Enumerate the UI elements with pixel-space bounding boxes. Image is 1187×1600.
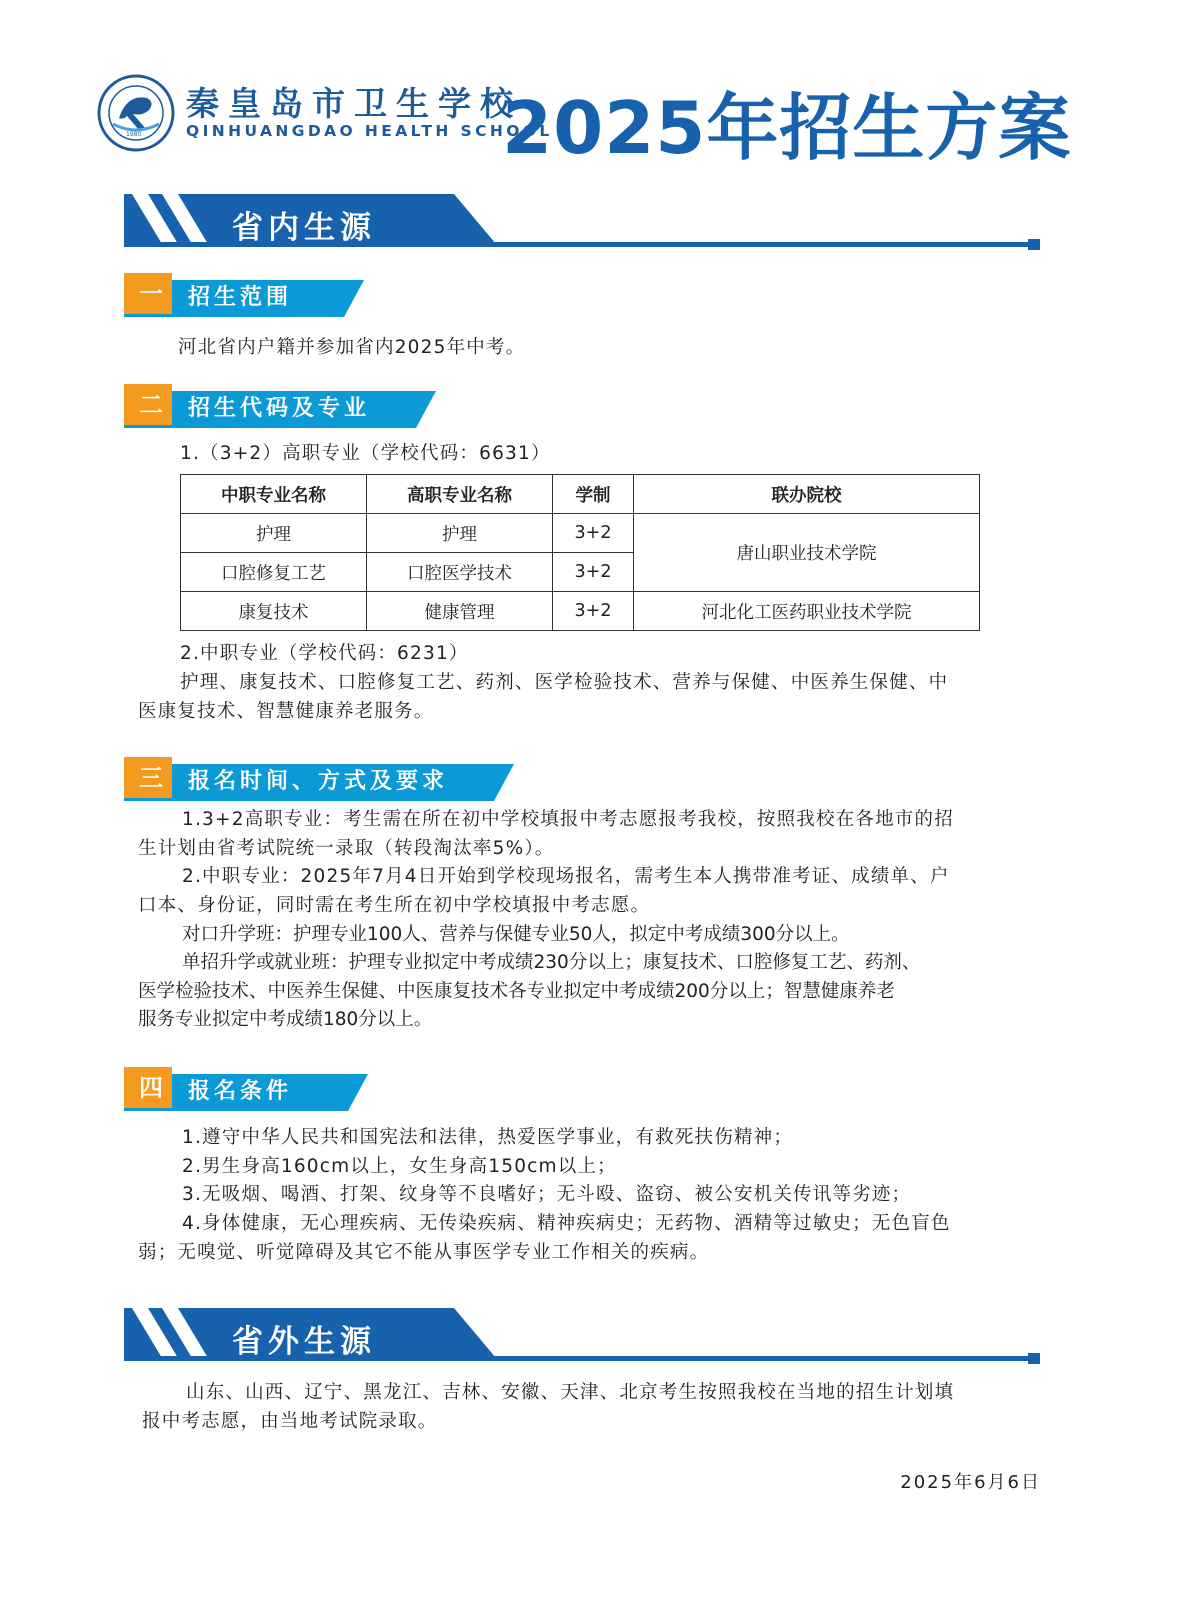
section-number: 三 [139, 764, 163, 792]
condition-line: 1.遵守中华人民共和国宪法和法律，热爱医学事业，有救死扶伤精神； [182, 1127, 794, 1148]
condition-line: 2.男生身高160cm以上，女生身高150cm以上； [182, 1156, 617, 1177]
table-cell: 3+2 [553, 553, 634, 592]
table-header-row [181, 475, 980, 514]
enroll-line: 服务专业拟定中考成绩180分以上。 [138, 1009, 433, 1030]
page-title: 2025年招生方案 [502, 86, 1072, 170]
enroll-line: 单招升学或就业班：护理专业拟定中考成绩230分以上；康复技术、口腔修复工艺、药剂、 [182, 952, 921, 973]
issue-date: 2025年6月6日 [900, 1472, 1041, 1493]
enroll-line: 生计划由省考试院统一录取（转段淘汰率5%）。 [138, 838, 555, 859]
out-province-line: 山东、山西、辽宁、黑龙江、吉林、安徽、天津、北京考生按照我校在当地的招生计划填 [186, 1382, 955, 1403]
school-logo [97, 74, 175, 152]
banner-label: 省外生源 [232, 1324, 376, 1360]
banner-out-province [124, 1308, 1054, 1378]
scope-text: 河北省内户籍并参加省内2025年中考。 [178, 337, 526, 358]
item-secondary: 2.中职专业（学校代码：6231） [180, 643, 469, 664]
enroll-line: 医学检验技术、中医养生保健、中医康复技术各专业拟定中考成绩200分以上；智慧健康养老 [138, 981, 895, 1002]
condition-line: 弱；无嗅觉、听觉障碍及其它不能从事医学专业工作相关的疾病。 [138, 1242, 710, 1263]
section-number: 二 [139, 391, 163, 419]
enroll-line: 口本、身份证，同时需在考生所在初中学校填报中考志愿。 [138, 895, 651, 916]
section-title: 招生范围 [188, 285, 293, 310]
enroll-line: 对口升学班：护理专业100人、营养与保健专业50人，拟定中考成绩300分以上。 [182, 924, 850, 945]
enroll-line: 2.中职专业：2025年7月4日开始到学校现场报名，需考生本人携带准考证、成绩单、户 [182, 866, 950, 887]
majors-table [180, 474, 980, 631]
condition-line: 4.身体健康，无心理疾病、无传染疾病、精神疾病史；无药物、酒精等过敏史；无色盲色 [182, 1213, 951, 1234]
table-cell-school: 河北化工医药职业技术学院 [634, 592, 980, 631]
enroll-line: 1.3+2高职专业：考生需在所在初中学校填报中考志愿报考我校，按照我校在各地市的招 [182, 809, 954, 830]
table-row [181, 592, 980, 631]
section-title: 招生代码及专业 [188, 396, 371, 421]
table-cell: 3+2 [553, 592, 634, 631]
banner-in-province [124, 194, 1054, 264]
table-header: 联办院校 [634, 475, 980, 514]
school-name-cn: 秦皇岛市卫生学校 [186, 84, 522, 123]
logo-year: 1980 [126, 131, 142, 138]
section-number: 四 [139, 1074, 163, 1102]
section-title: 报名条件 [188, 1079, 293, 1104]
banner-label: 省内生源 [232, 210, 376, 246]
table-cell: 护理 [181, 514, 367, 553]
condition-line: 3.无吸烟、喝酒、打架、纹身等不良嗜好；无斗殴、盗窃、被公安机关传讯等劣迹； [182, 1184, 912, 1205]
table-cell: 康复技术 [181, 592, 367, 631]
item-3plus2: 1.（3+2）高职专业（学校代码：6631） [180, 443, 551, 464]
table-header: 中职专业名称 [181, 475, 367, 514]
table-cell: 3+2 [553, 514, 634, 553]
section-number: 一 [139, 280, 163, 308]
secondary-majors-line: 医康复技术、智慧健康养老服务。 [138, 701, 434, 722]
table-cell: 口腔医学技术 [367, 553, 553, 592]
table-cell: 健康管理 [367, 592, 553, 631]
table-cell: 护理 [367, 514, 553, 553]
table-cell: 口腔修复工艺 [181, 553, 367, 592]
table-header: 学制 [553, 475, 634, 514]
out-province-line: 报中考志愿，由当地考试院录取。 [142, 1411, 438, 1432]
secondary-majors-line: 护理、康复技术、口腔修复工艺、药剂、医学检验技术、营养与保健、中医养生保健、中 [180, 672, 949, 693]
table-row [181, 514, 980, 553]
section-title: 报名时间、方式及要求 [188, 769, 449, 794]
school-name-en: QINHUANGDAO HEALTH SCHOOL [186, 122, 553, 140]
table-header: 高职专业名称 [367, 475, 553, 514]
table-cell-school: 唐山职业技术学院 [634, 514, 980, 592]
